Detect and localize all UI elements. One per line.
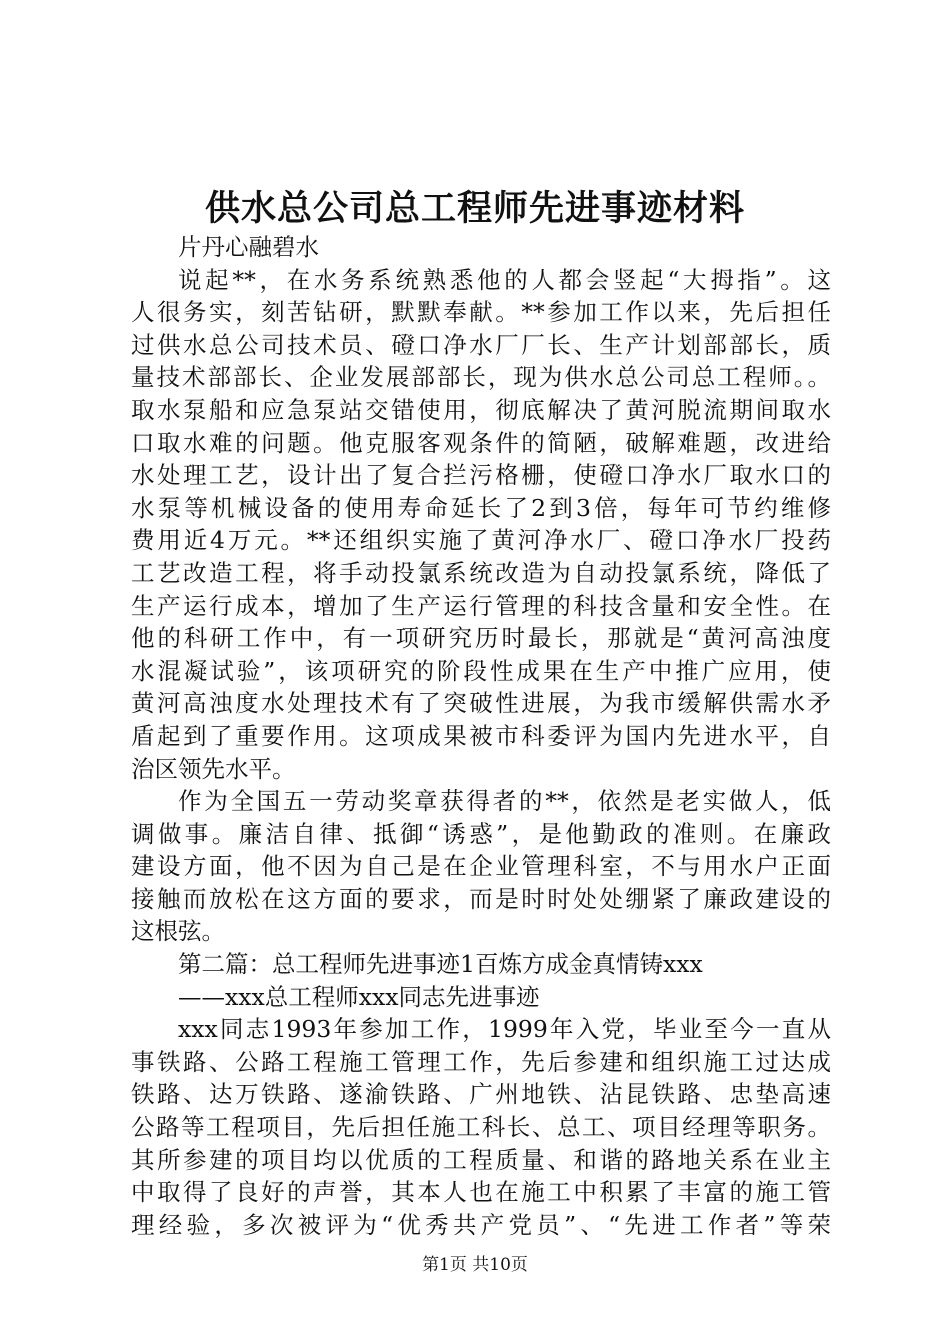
text-line: 他的科研工作中，有一项研究历时最长，那就是“黄河高浊度 (131, 624, 831, 653)
text-line: 其所参建的项目均以优质的工程质量、和谐的路地关系在业主 (131, 1145, 831, 1174)
text-line: 人很务实，刻苦钻研，默默奉献。**参加工作以来，先后担任 (131, 298, 831, 327)
text-line: 事铁路、公路工程施工管理工作，先后参建和组织施工过达成 (131, 1047, 831, 1076)
text-line: 接触而放松在这方面的要求，而是时时处处绷紧了廉政建设的 (131, 884, 831, 913)
text-line: 这根弦。 (131, 917, 225, 946)
document-body (131, 231, 831, 1241)
text-line: 取水泵船和应急泵站交错使用，彻底解决了黄河脱流期间取水 (131, 395, 831, 424)
text-line: 黄河高浊度水处理技术有了突破性进展，为我市缓解供需水矛 (131, 689, 831, 718)
text-line: 第二篇：总工程师先进事迹1百炼方成金真情铸xxx (178, 950, 703, 979)
text-line: 公路等工程项目，先后担任施工科长、总工、项目经理等职务。 (131, 1113, 831, 1142)
text-line: 费用近4万元。**还组织实施了黄河净水厂、磴口净水厂投药 (131, 526, 831, 555)
text-line: 盾起到了重要作用。这项成果被市科委评为国内先进水平，自 (131, 721, 831, 750)
text-line: 工艺改造工程，将手动投氯系统改造为自动投氯系统，降低了 (131, 558, 831, 587)
text-line: 量技术部部长、企业发展部部长，现为供水总公司总工程师。。 (131, 363, 831, 392)
text-line: xxx同志1993年参加工作，1999年入党，毕业至今一直从 (178, 1015, 831, 1044)
text-line: 片丹心融碧水 (178, 233, 319, 261)
text-line: 作为全国五一劳动奖章获得者的**，依然是老实做人，低 (178, 787, 831, 816)
text-line: ——xxx总工程师xxx同志先进事迹 (178, 982, 540, 1011)
text-line: 调做事。廉洁自律、抵御“诱惑”，是他勤政的准则。在廉政 (131, 819, 831, 848)
text-line: 水处理工艺，设计出了复合拦污格栅，使磴口净水厂取水口的 (131, 461, 831, 490)
text-line: 水泵等机械设备的使用寿命延长了2到3倍，每年可节约维修 (131, 493, 831, 522)
text-line: 理经验，多次被评为“优秀共产党员”、“先进工作者”等荣 (131, 1210, 831, 1239)
text-line: 说起**，在水务系统熟悉他的人都会竖起“大拇指”。这 (178, 265, 831, 294)
text-line: 口取水难的问题。他克服客观条件的简陋，破解难题，改进给 (131, 428, 831, 457)
text-line: 治区领先水平。 (131, 754, 296, 783)
text-line: 生产运行成本，增加了生产运行管理的科技含量和安全性。在 (131, 591, 831, 620)
text-line: 中取得了良好的声誉，其本人也在施工中积累了丰富的施工管 (131, 1178, 831, 1207)
page-title: 供水总公司总工程师先进事迹材料 (204, 188, 745, 229)
page-footer: 第1页 共10页 (422, 1255, 528, 1275)
text-line: 建设方面，他不因为自己是在企业管理科室，不与用水户正面 (131, 852, 831, 881)
text-line: 铁路、达万铁路、遂渝铁路、广州地铁、沾昆铁路、忠垫高速 (131, 1080, 831, 1109)
text-line: 过供水总公司技术员、磴口净水厂厂长、生产计划部部长，质 (131, 330, 831, 359)
text-line: 水混凝试验”，该项研究的阶段性成果在生产中推广应用，使 (131, 656, 831, 685)
